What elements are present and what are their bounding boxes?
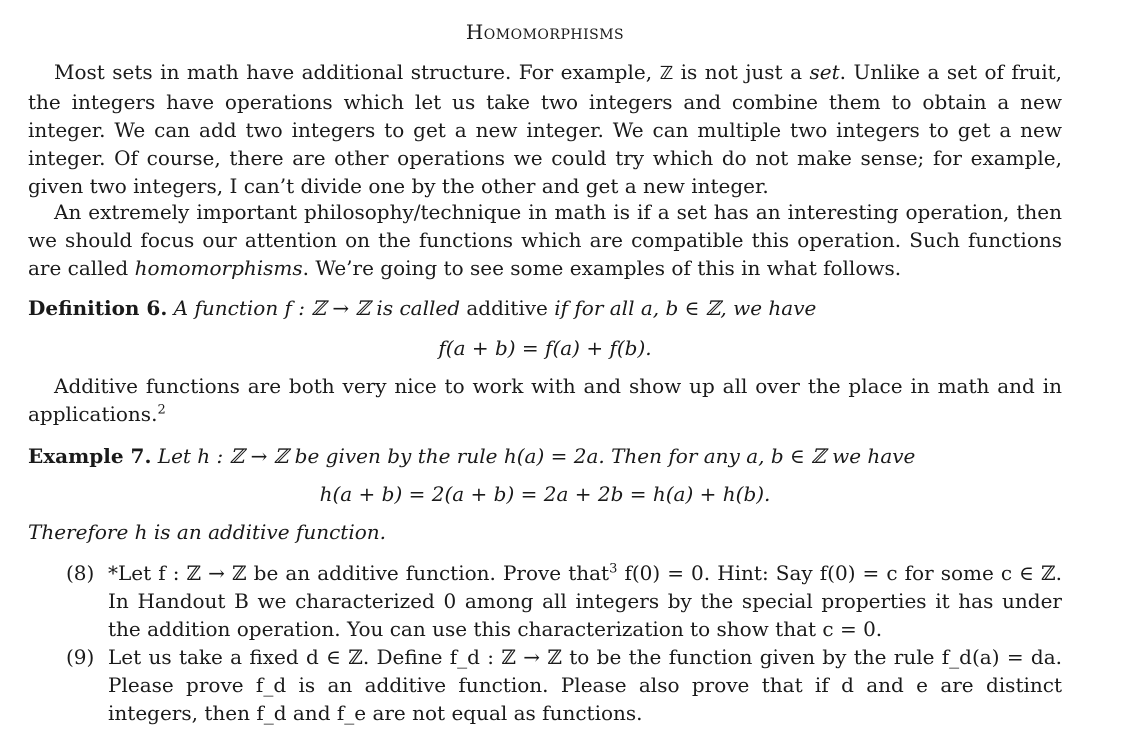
intro-paragraph-2: An extremely important philosophy/technique in math is if a set has an interesting operation, then we should focus our attention on the functions which are compatible this operation. Such functions are called homomorphisms. We’re going to see some examples of this in what follows.: [28, 200, 1062, 280]
problem-8: (8) *Let f : ℤ → ℤ be an additive function. Prove that$^3$ f(0) = 0. Hint: Say f(0) = c for some c ∈ ℤ. In Handout B we characterized 0 among all integers by the special properties it has under the addition operation. You can use this characterization to show that c = 0.: [66, 561, 1062, 641]
intro-paragraph-1: Most sets in math have additional structure. For example, ℤ is not just a set. Unlike a set of fruit, the integers have operations which let us take two integers and combine them to obtain a new integer. We can add two integers to get a new integer. We can multiple two integers to get a new integer. Of course, there are other operations we could try which do not make sense; for example, given two integers, I can’t divide one by the other and get a new integer.: [28, 60, 1063, 198]
problem-number: (9): [66, 645, 95, 669]
definition-label: Definition 6.: [28, 296, 168, 320]
example-conclusion: Therefore h is an additive function.: [28, 520, 386, 544]
additive-remark: Additive functions are both very nice to work with and show up all over the place in math and in applications.$^2$: [28, 374, 1062, 426]
definition-term: additive: [466, 296, 548, 320]
problem-9: [66, 643, 1062, 727]
definition-6: Definition 6. A function f : ℤ → ℤ is called additive if for all a, b ∈ ℤ, we have: [28, 296, 817, 320]
footnote-mark-3: 3: [609, 561, 618, 577]
footnote-mark-2: 2: [157, 402, 166, 418]
definition-equation: f(a + b) = f(a) + f(b).: [438, 336, 652, 360]
section-title: Homomorphisms: [465, 20, 625, 44]
problem-number: (8): [66, 561, 95, 585]
example-equation: h(a + b) = 2(a + b) = 2a + 2b = h(a) + h(b).: [319, 482, 771, 506]
problem-9-text: Let us take a fixed d ∈ ℤ. Define f_d : ℤ → ℤ to be the function given by the rule f_d(a) = da. Please prove f_d is an additive function. Please also prove that if d and e are distinct integers, then f_d and f_e are not equal as functions.: [108, 645, 1062, 725]
example-7: Example 7. Let h : ℤ → ℤ be given by the rule h(a) = 2a. Then for any a, b ∈ ℤ we have: [28, 444, 916, 468]
example-label: Example 7.: [28, 444, 152, 468]
